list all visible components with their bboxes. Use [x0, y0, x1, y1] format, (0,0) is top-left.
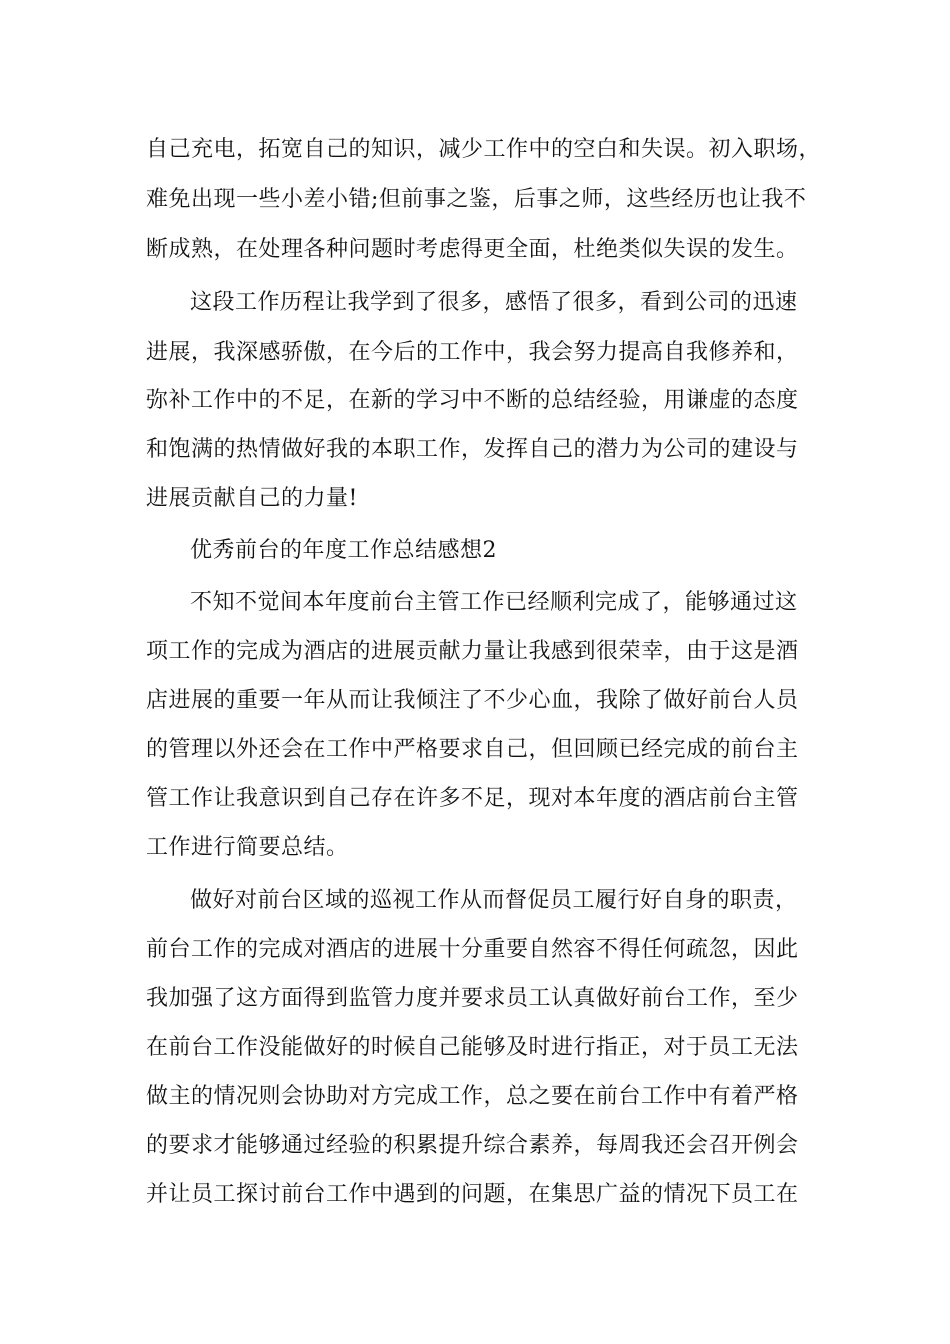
- section-heading: 优秀前台的年度工作总结感想2: [190, 538, 497, 563]
- paragraph-line: 难免出现一些小差小错;但前事之鉴，后事之师，这些经历也让我不: [146, 187, 807, 212]
- paragraph-line: 弥补工作中的不足，在新的学习中不断的总结经验，用谦虚的态度: [146, 388, 799, 413]
- paragraph-line: 和饱满的热情做好我的本职工作，发挥自己的潜力为公司的建设与: [146, 437, 799, 462]
- paragraph-line: 做好对前台区域的巡视工作从而督促员工履行好自身的职责，: [190, 888, 798, 913]
- paragraph-line: 进展贡献自己的力量!: [146, 486, 358, 511]
- paragraph-line: 前台工作的完成对酒店的进展十分重要自然容不得任何疏忽，因此: [146, 937, 799, 962]
- paragraph-line: 自己充电，拓宽自己的知识，减少工作中的空白和失误。初入职场，: [146, 137, 822, 162]
- paragraph-line: 这段工作历程让我学到了很多，感悟了很多，看到公司的迅速: [190, 290, 798, 315]
- paragraph-line: 的管理以外还会在工作中严格要求自己，但回顾已经完成的前台主: [146, 737, 799, 762]
- paragraph-line: 并让员工探讨前台工作中遇到的问题，在集思广益的情况下员工在: [146, 1182, 799, 1207]
- paragraph-line: 我加强了这方面得到监管力度并要求员工认真做好前台工作，至少: [146, 986, 799, 1011]
- paragraph-line: 进展，我深感骄傲，在今后的工作中，我会努力提高自我修养和，: [146, 340, 799, 365]
- paragraph-line: 管工作让我意识到自己存在许多不足，现对本年度的酒店前台主管: [146, 786, 799, 811]
- paragraph-line: 在前台工作没能做好的时候自己能够及时进行指正，对于员工无法: [146, 1035, 799, 1060]
- paragraph-line: 店进展的重要一年从而让我倾注了不少心血，我除了做好前台人员: [146, 688, 799, 713]
- paragraph-line: 工作进行简要总结。: [146, 835, 349, 860]
- paragraph-line: 断成熟，在处理各种问题时考虑得更全面，杜绝类似失误的发生。: [146, 237, 799, 262]
- paragraph-line: 不知不觉间本年度前台主管工作已经顺利完成了，能够通过这: [190, 590, 798, 615]
- paragraph-line: 做主的情况则会协助对方完成工作，总之要在前台工作中有着严格: [146, 1084, 799, 1109]
- paragraph-line: 的要求才能够通过经验的积累提升综合素养，每周我还会召开例会: [146, 1133, 799, 1158]
- paragraph-line: 项工作的完成为酒店的进展贡献力量让我感到很荣幸，由于这是酒: [146, 639, 799, 664]
